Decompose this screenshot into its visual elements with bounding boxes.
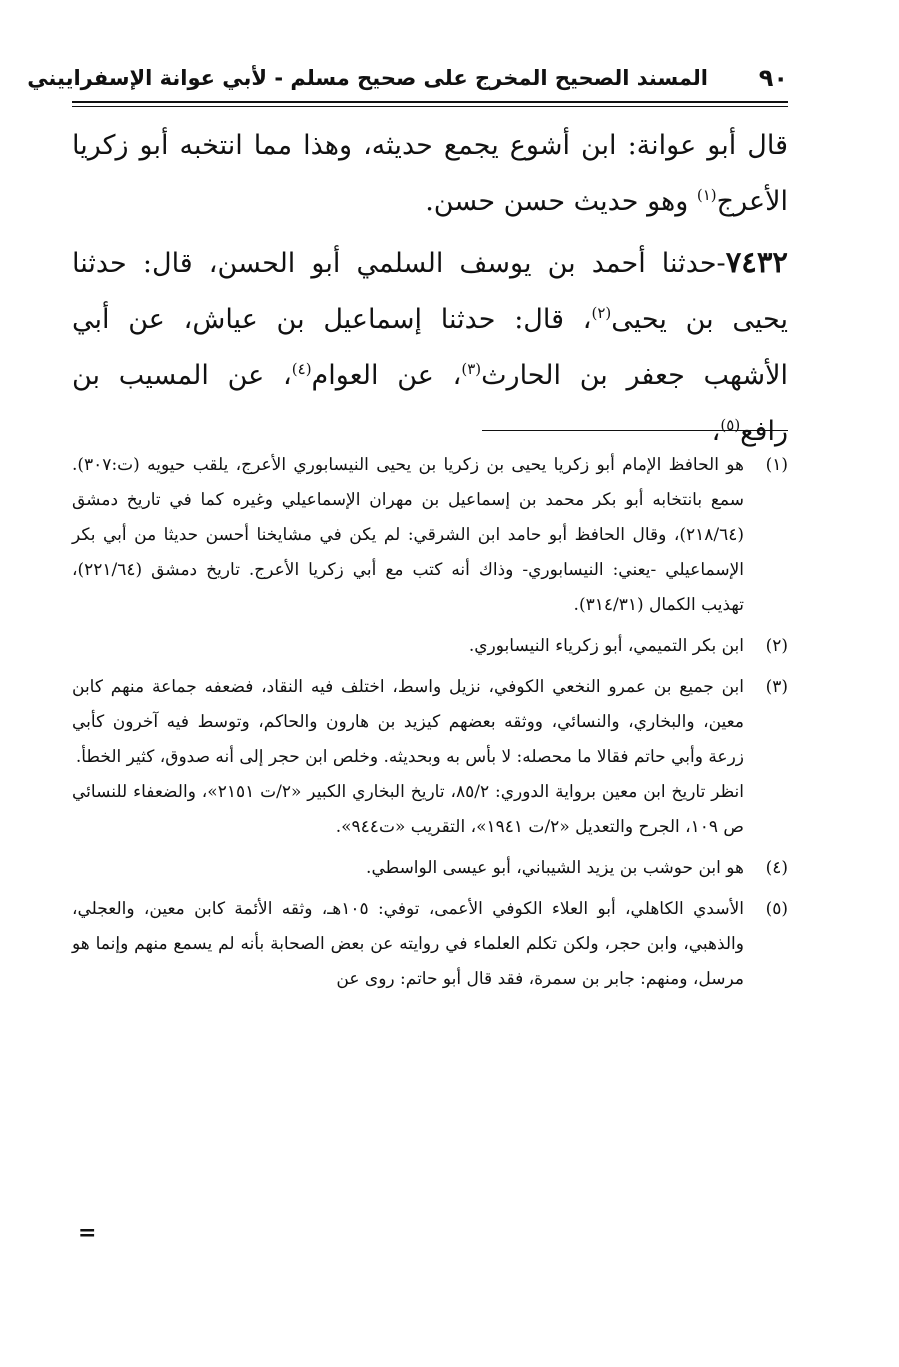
hadith-number: ٧٤٣٢ <box>725 245 788 279</box>
paragraph-abu-awana <box>72 118 788 230</box>
footnote-sources: انظر تاريخ ابن معين برواية الدوري: ٨٥/٢، تاريخ البخاري الكبير «٢/ت ٢١٥١»، والضعفاء للنسائي ص ١٠٩، الجرح والتعديل «٢/ت ١٩٤١»، التقريب «ت٩٤٤». <box>72 782 744 837</box>
hadith-text: ، عن المسيب بن رافع <box>72 360 788 447</box>
main-text <box>72 118 788 460</box>
footnote-separator <box>482 430 788 431</box>
page-number: ٩٠ <box>758 64 788 92</box>
footnote-label: (٣) <box>765 677 788 697</box>
footnote-label: (٥) <box>765 899 788 919</box>
hadith-text: ، <box>711 416 721 447</box>
continuation-mark: = <box>78 1220 97 1246</box>
footnote-text: هو الحافظ الإمام أبو زكريا يحيى بن زكريا بن يحيى النيسابوري الأعرج، يلقب حيويه (ت:٣٠٧). سمع بانتخابه أبو بكر محمد بن إسماعيل بن مهران الإسماعيلي وغيره كما في تاريخ دمشق (٢١٨/٦٤)، وقال الحافظ أبو حامد ابن الشرقي: لم يكن في مشايخنا أحسن حديثا من أبي بكر الإسماعيلي -يعني: النيسابوري- وذاك أنه كتب مع أبي زكريا الأعرج. تاريخ دمشق (٢٢١/٦٤)، تهذيب الكمال (٣١٤/٣١). <box>72 455 744 615</box>
footnote-label: (٢) <box>765 636 788 656</box>
page-header <box>27 62 788 100</box>
footnote-1 <box>72 448 788 623</box>
header-rule-thin <box>72 106 788 107</box>
footnote-text: هو ابن حوشب بن يزيد الشيباني، أبو عيسى الواسطي. <box>366 858 744 878</box>
paragraph-text: قال أبو عوانة: ابن أشوع يجمع حديثه، وهذا مما انتخبه أبو زكريا الأعرج <box>72 130 788 217</box>
footnote-ref-4[interactable]: (٤) <box>291 360 312 378</box>
footnote-5 <box>72 892 788 997</box>
paragraph-text: وهو حديث حسن حسن. <box>425 186 697 217</box>
footnote-3 <box>72 670 788 845</box>
footnote-text: الأسدي الكاهلي، أبو العلاء الكوفي الأعمى، توفي: ١٠٥هـ، وثقه الأئمة كابن معين، والعجلي، والذهبي، وابن حجر، ولكن تكلم العلماء في روايته عن بعض الصحابة بأنه لم يسمع منهم وإنما هو مرسل، ومنهم: جابر بن سمرة، فقد قال أبو حاتم: روى عن <box>72 899 744 989</box>
footnotes <box>72 448 788 1003</box>
running-title: المسند الصحيح المخرج على صحيح مسلم - لأبي عوانة الإسفراييني <box>27 66 708 90</box>
footnote-ref-1[interactable]: (١) <box>696 186 717 204</box>
footnote-ref-2[interactable]: (٢) <box>591 304 612 322</box>
footnote-4 <box>72 851 788 886</box>
hadith-text: -حدثنا أحمد بن يوسف السلمي أبو الحسن، قال: حدثنا يحيى بن يحيى <box>72 248 788 335</box>
hadith-text: ، قال: حدثنا إسماعيل بن عياش، عن أبي الأشهب جعفر بن الحارث <box>72 304 788 391</box>
footnote-label: (٤) <box>765 858 788 878</box>
footnote-text: ابن بكر التميمي، أبو زكرياء النيسابوري. <box>468 636 744 656</box>
header-rule <box>72 101 788 103</box>
hadith-7432 <box>72 234 788 460</box>
footnote-label: (١) <box>765 455 788 475</box>
footnote-ref-5[interactable]: (٥) <box>720 416 741 434</box>
footnote-text: ابن جميع بن عمرو النخعي الكوفي، نزيل واسط، اختلف فيه النقاد، فضعفه جماعة منهم كابن معين، والبخاري، والنسائي، ووثقه بعضهم كيزيد بن هارون والحاكم، وتوسط فيه آخرون كأبي زرعة وأبي حاتم فقالا ما محصله: لا بأس به وبحديثه. وخلص ابن حجر إلى أنه صدوق، كثير الخطأ. <box>72 677 744 767</box>
footnote-2 <box>72 629 788 664</box>
hadith-text: ، عن العوام <box>311 360 462 391</box>
footnote-ref-3[interactable]: (٣) <box>461 360 482 378</box>
